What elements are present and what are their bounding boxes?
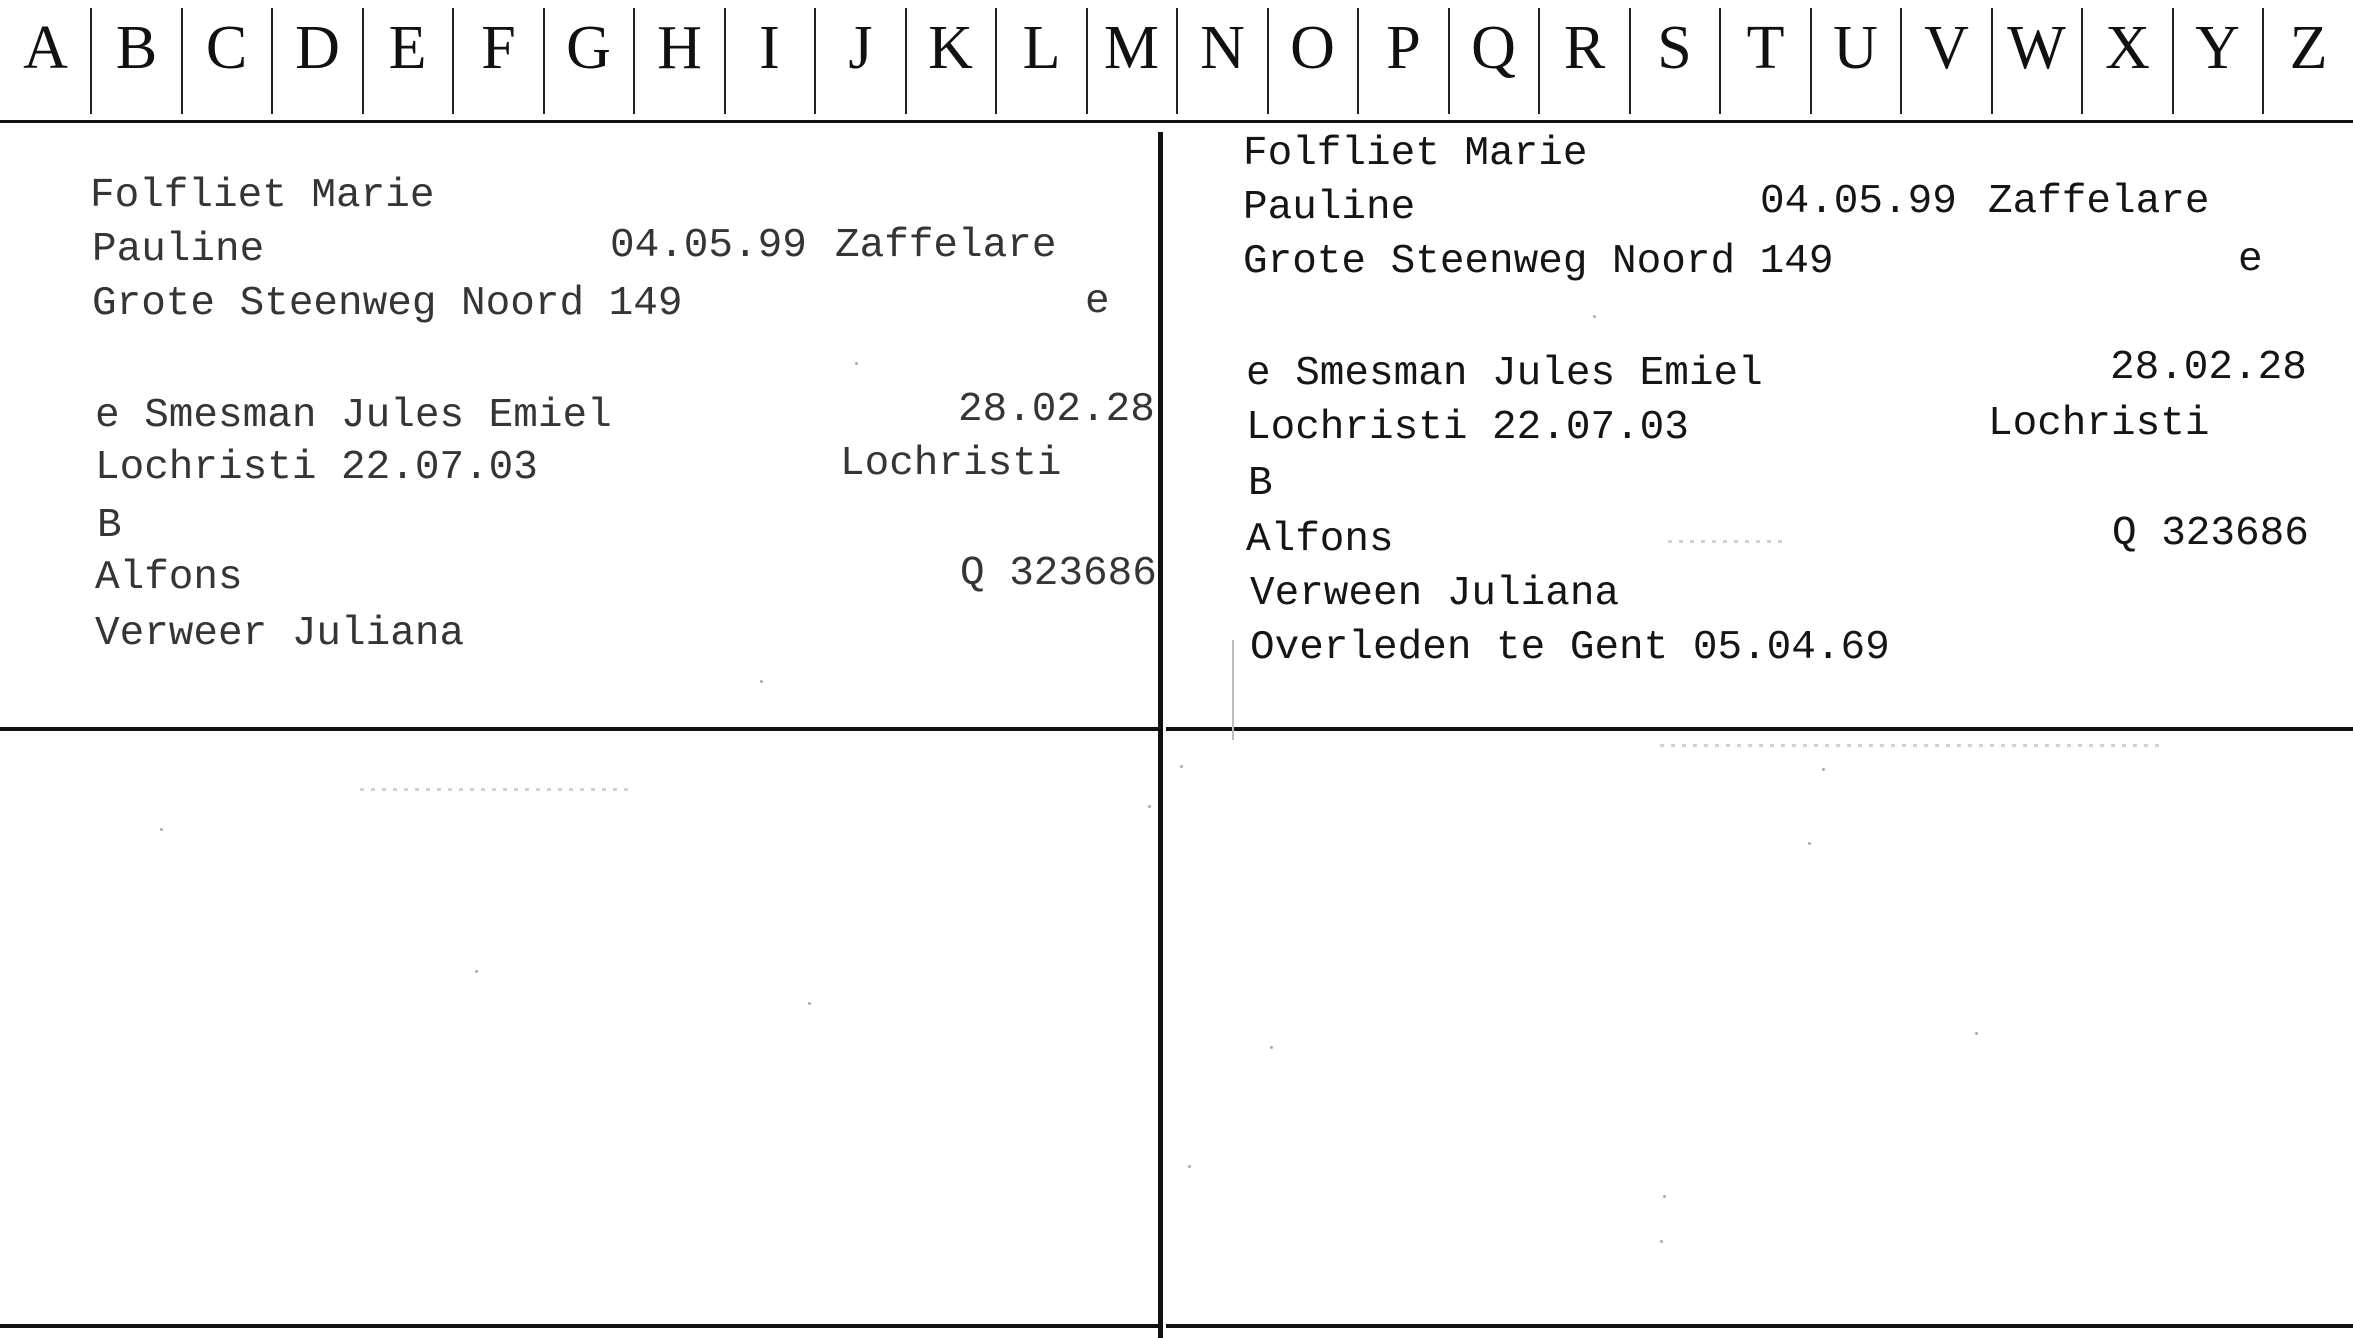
left-card-file-number: Q 323686 xyxy=(960,551,1157,597)
right-card-marriage-place: Lochristi xyxy=(1988,401,2210,447)
right-card-margin-line xyxy=(1232,640,1234,740)
right-card-given-name: Pauline xyxy=(1243,185,1416,231)
right-card-spouse: e Smesman Jules Emiel xyxy=(1246,351,1763,397)
alphabet-divider-line xyxy=(0,120,2353,123)
right-lower-card-bottom-line xyxy=(1166,1324,2353,1328)
alphabet-letter-b: B xyxy=(91,8,182,98)
left-card-given-name: Pauline xyxy=(92,227,265,273)
alphabet-index-strip xyxy=(0,0,2353,122)
alphabet-letter-q: Q xyxy=(1448,8,1539,98)
alphabet-letter-f: F xyxy=(453,8,544,98)
alphabet-letter-m: M xyxy=(1086,8,1177,98)
left-card-letter: B xyxy=(97,503,122,549)
right-card-letter: B xyxy=(1248,461,1273,507)
right-card-mother: Verween Juliana xyxy=(1250,571,1620,617)
alphabet-letter-z: Z xyxy=(2289,14,2328,82)
alphabet-letter-v: V xyxy=(1901,8,1992,98)
alphabet-letter-p: P xyxy=(1358,8,1449,98)
alphabet-letter-j: J xyxy=(815,8,906,98)
alphabet-letter-h: H xyxy=(634,8,725,98)
right-card-name: Folfliet Marie xyxy=(1243,131,1588,177)
alphabet-letter-l: L xyxy=(996,8,1087,98)
alphabet-letter-c: C xyxy=(181,8,272,98)
alphabet-letter-r: R xyxy=(1539,8,1630,98)
left-card-name: Folfliet Marie xyxy=(90,173,435,219)
alphabet-letter-x: X xyxy=(2082,8,2173,98)
alphabet-letter-s: S xyxy=(1629,8,1720,98)
alphabet-letter-n: N xyxy=(1177,8,1268,98)
right-card-bottom-line xyxy=(1166,727,2353,731)
alphabet-letter-w: W xyxy=(1991,8,2082,98)
left-card-mark: e xyxy=(1085,279,1110,325)
left-card-birth-date: 04.05.99 xyxy=(610,223,807,269)
left-lower-card-bottom-line xyxy=(0,1324,1160,1328)
left-card-marriage-place: Lochristi xyxy=(840,441,1062,487)
left-card-child: Alfons xyxy=(95,555,243,601)
right-card-marriage-date: 28.02.28 xyxy=(2110,345,2307,391)
alphabet-letter-y: Y xyxy=(2172,8,2263,98)
alphabet-letter-t: T xyxy=(1720,8,1811,98)
right-card-mark: e xyxy=(2238,237,2263,283)
right-card-spouse-birth: Lochristi 22.07.03 xyxy=(1246,405,1689,451)
center-divider-line xyxy=(1158,132,1163,1338)
right-card-death-note: Overleden te Gent 05.04.69 xyxy=(1250,625,1890,671)
left-card-birth-place: Zaffelare xyxy=(835,223,1057,269)
alphabet-letter-i: I xyxy=(724,8,815,98)
left-card-spouse: e Smesman Jules Emiel xyxy=(95,393,612,439)
left-card-address: Grote Steenweg Noord 149 xyxy=(92,281,683,327)
left-card-bottom-line xyxy=(0,727,1160,731)
left-card-marriage-date: 28.02.28 xyxy=(958,387,1155,433)
alphabet-letter-u: U xyxy=(1810,8,1901,98)
alphabet-letter-d: D xyxy=(272,8,363,98)
right-card-address: Grote Steenweg Noord 149 xyxy=(1243,239,1834,285)
left-card-mother: Verweer Juliana xyxy=(95,611,465,657)
right-card-birth-place: Zaffelare xyxy=(1988,179,2210,225)
alphabet-letter-k: K xyxy=(905,8,996,98)
right-card-child: Alfons xyxy=(1246,517,1394,563)
alphabet-letter-o: O xyxy=(1267,8,1358,98)
left-card-spouse-birth: Lochristi 22.07.03 xyxy=(95,445,538,491)
right-card-birth-date: 04.05.99 xyxy=(1760,179,1957,225)
alphabet-letter-g: G xyxy=(543,8,634,98)
alphabet-letter-e: E xyxy=(362,8,453,98)
alphabet-letter-a: A xyxy=(0,8,91,98)
right-card-file-number: Q 323686 xyxy=(2112,511,2309,557)
